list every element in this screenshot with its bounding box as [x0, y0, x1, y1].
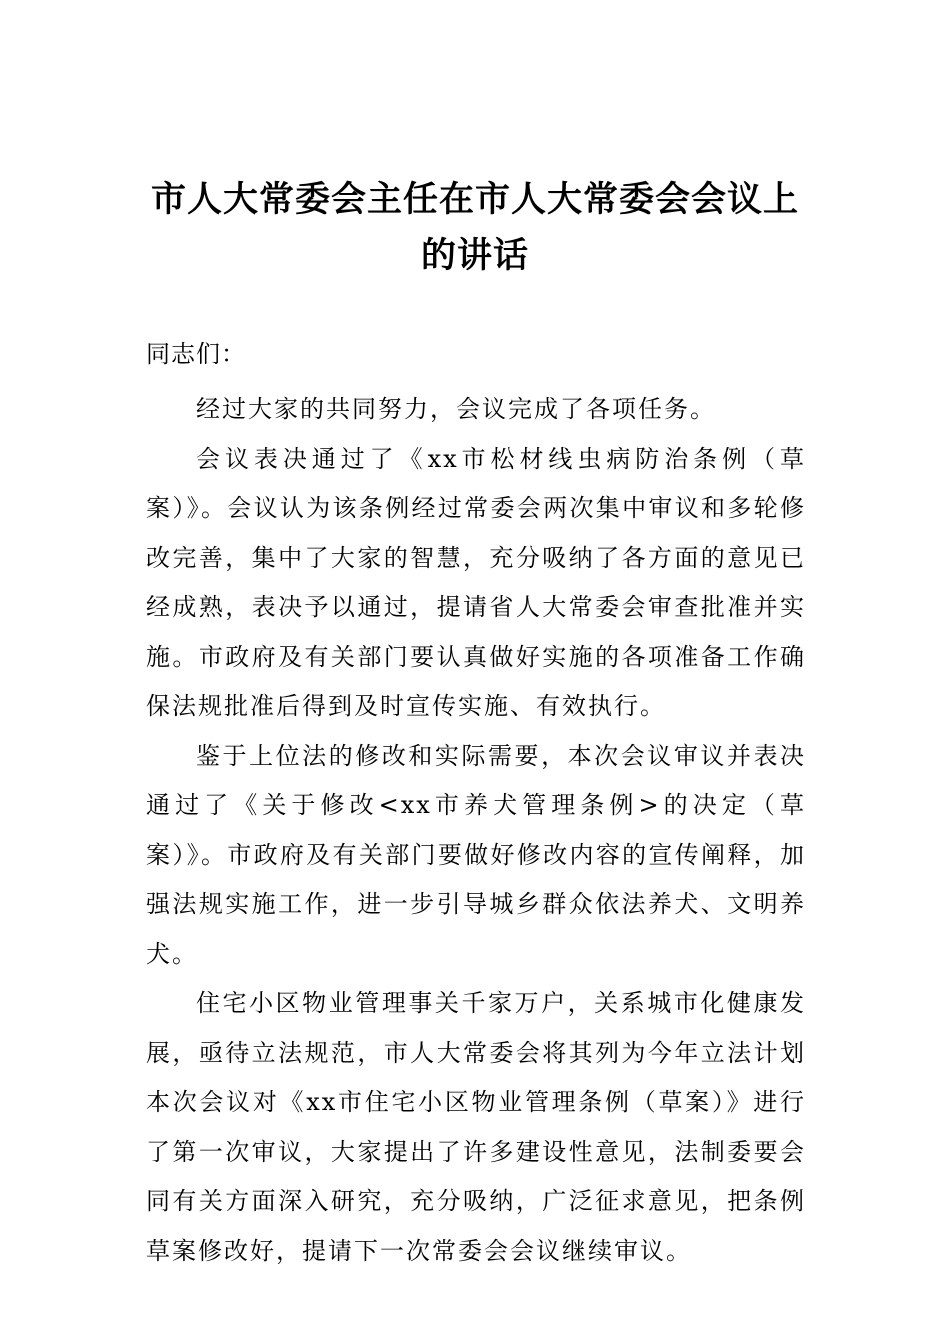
document-title — [140, 172, 810, 284]
paragraph-1: 经过大家的共同努力，会议完成了各项任务。 — [196, 395, 716, 423]
paragraph-2: 会议表决通过了《xx市松材线虫病防治条例（草案）》。会议认为该条例经过常委会两次集中审议和多轮修改完善，集中了大家的智慧，充分吸纳了各方面的意见已经成熟，表决予以通过，提请省人大常委会审查批准并实施。市政府及有关部门要认真做好实施的各项准备工作确保法规批准后得到及时宣传实施、有效执行。 — [146, 444, 806, 720]
title-line-1: 市人大常委会主任在市人大常委会会议上 — [150, 179, 799, 220]
salutation: 同志们： — [146, 340, 246, 368]
title-line-2: 的讲话 — [420, 235, 529, 276]
document-body — [146, 336, 806, 1276]
paragraph-3: 鉴于上位法的修改和实际需要，本次会议审议并表决通过了《关于修改<xx市养犬管理条例>的决定（草案）》。市政府及有关部门要做好修改内容的宣传阐释，加强法规实施工作，进一步引导城乡群众依法养犬、文明养犬。 — [146, 741, 806, 968]
paragraph-4: 住宅小区物业管理事关千家万户，关系城市化健康发展，亟待立法规范，市人大常委会将其列为今年立法计划本次会议对《xx市住宅小区物业管理条例（草案）》进行了第一次审议，大家提出了许多建设性意见，法制委要会同有关方面深入研究，充分吸纳，广泛征求意见，把条例草案修改好，提请下一次常委会会议继续审议。 — [146, 989, 806, 1265]
